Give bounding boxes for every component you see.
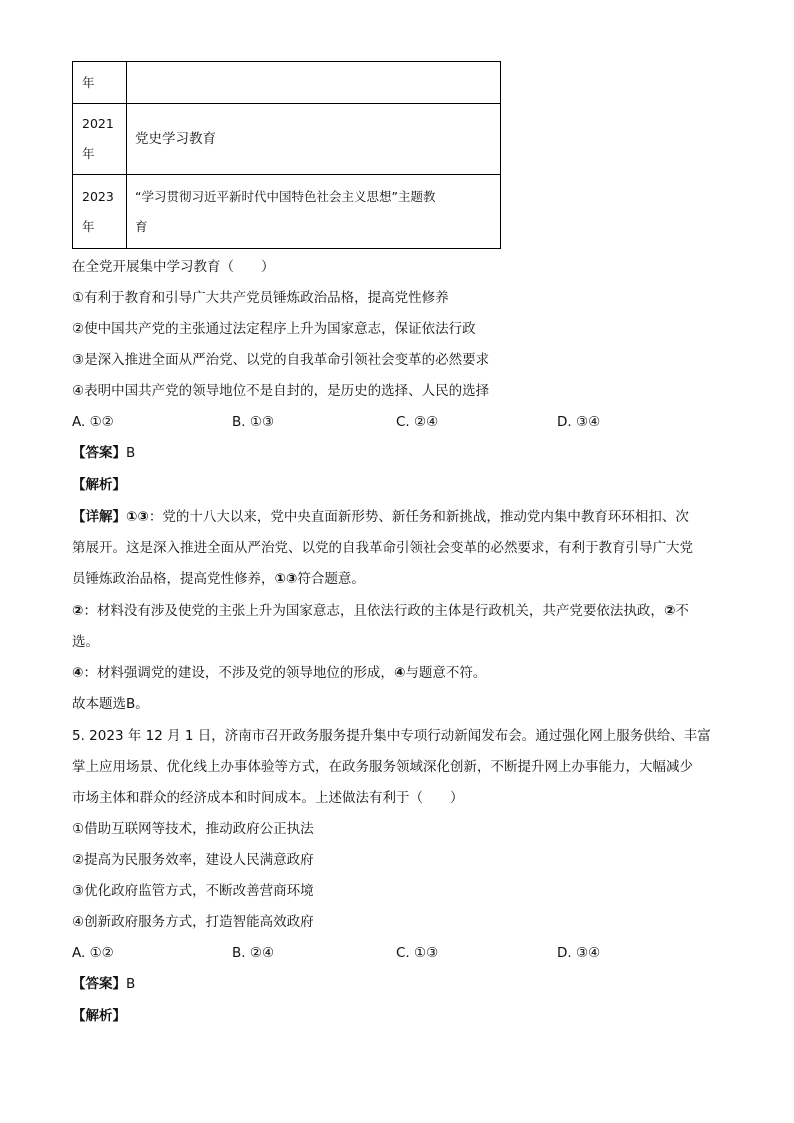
q4-stem: 在全党开展集中学习教育（ ）	[72, 259, 275, 275]
q5-option-c: C. ①③	[396, 945, 439, 961]
q4-conclusion: 故本题选B。	[72, 696, 149, 712]
q4-detail-line-1: 【详解】①③：党的十八大以来，党中央直面新形势、新任务和新挑战，推动党内集中教育环环相扣、次	[72, 509, 689, 525]
q5-item-3: ③优化政府监管方式，不断改善营商环境	[72, 883, 314, 899]
content-cell: 党史学习教育	[127, 104, 501, 175]
q4-point-4: ④：材料强调党的建设，不涉及党的领导地位的形成，④与题意不符。	[72, 665, 487, 681]
q4-detail-line-2: 第展开。这是深入推进全面从严治党、以党的自我革命引领社会变革的必然要求，有利于教育引导广大党	[72, 540, 693, 556]
q4-point-2-line-2: 选。	[72, 634, 99, 650]
q5-analysis-label: 【解析】	[72, 1008, 126, 1024]
q5-stem-line-2: 掌上应用场景、优化线上办事体验等方式，在政务服务领域深化创新，不断提升网上办事能力，大幅减少	[72, 759, 693, 775]
q4-option-d: D. ③④	[557, 414, 601, 430]
q4-option-a: A. ①②	[72, 414, 114, 430]
q4-option-c: C. ②④	[396, 414, 439, 430]
table-row	[73, 175, 501, 249]
q5-item-4: ④创新政府服务方式，打造智能高效政府	[72, 914, 314, 930]
q5-stem-line-3: 市场主体和群众的经济成本和时间成本。上述做法有利于（ ）	[72, 790, 464, 806]
q4-option-b: B. ①③	[232, 414, 275, 430]
year-cell: 年	[73, 62, 127, 104]
content-cell	[127, 62, 501, 104]
table-row	[73, 104, 501, 175]
year-cell: 2023 年	[73, 175, 127, 249]
q4-item-4: ④表明中国共产党的领导地位不是自封的，是历史的选择、人民的选择	[72, 383, 490, 399]
q5-stem-line-1: 5. 2023 年 12 月 1 日，济南市召开政务服务提升集中专项行动新闻发布会。通过强化网上服务供给、丰富	[72, 728, 711, 744]
q5-item-2: ②提高为民服务效率，建设人民满意政府	[72, 852, 314, 868]
q4-item-1: ①有利于教育和引导广大共产党员锤炼政治品格，提高党性修养	[72, 290, 449, 306]
q5-option-d: D. ③④	[557, 945, 601, 961]
q4-item-3: ③是深入推进全面从严治党、以党的自我革命引领社会变革的必然要求	[72, 352, 490, 368]
content-cell: “学习贯彻习近平新时代中国特色社会主义思想”主题教 育	[127, 175, 501, 249]
table-row	[73, 62, 501, 104]
q5-item-1: ①借助互联网等技术，推动政府公正执法	[72, 821, 314, 837]
year-cell: 2021 年	[73, 104, 127, 175]
q4-item-2: ②使中国共产党的主张通过法定程序上升为国家意志，保证依法行政	[72, 321, 476, 337]
q4-detail-line-3: 员锤炼政治品格，提高党性修养，①③符合题意。	[72, 571, 365, 587]
q5-answer: 【答案】B	[72, 976, 136, 992]
q5-option-b: B. ②④	[232, 945, 275, 961]
q4-analysis-label: 【解析】	[72, 477, 126, 493]
q5-option-a: A. ①②	[72, 945, 114, 961]
q4-point-2-line-1: ②：材料没有涉及使党的主张上升为国家意志，且依法行政的主体是行政机关，共产党要依法执政，②不	[72, 603, 689, 619]
education-timeline-table	[72, 61, 501, 249]
q4-answer: 【答案】B	[72, 445, 136, 461]
